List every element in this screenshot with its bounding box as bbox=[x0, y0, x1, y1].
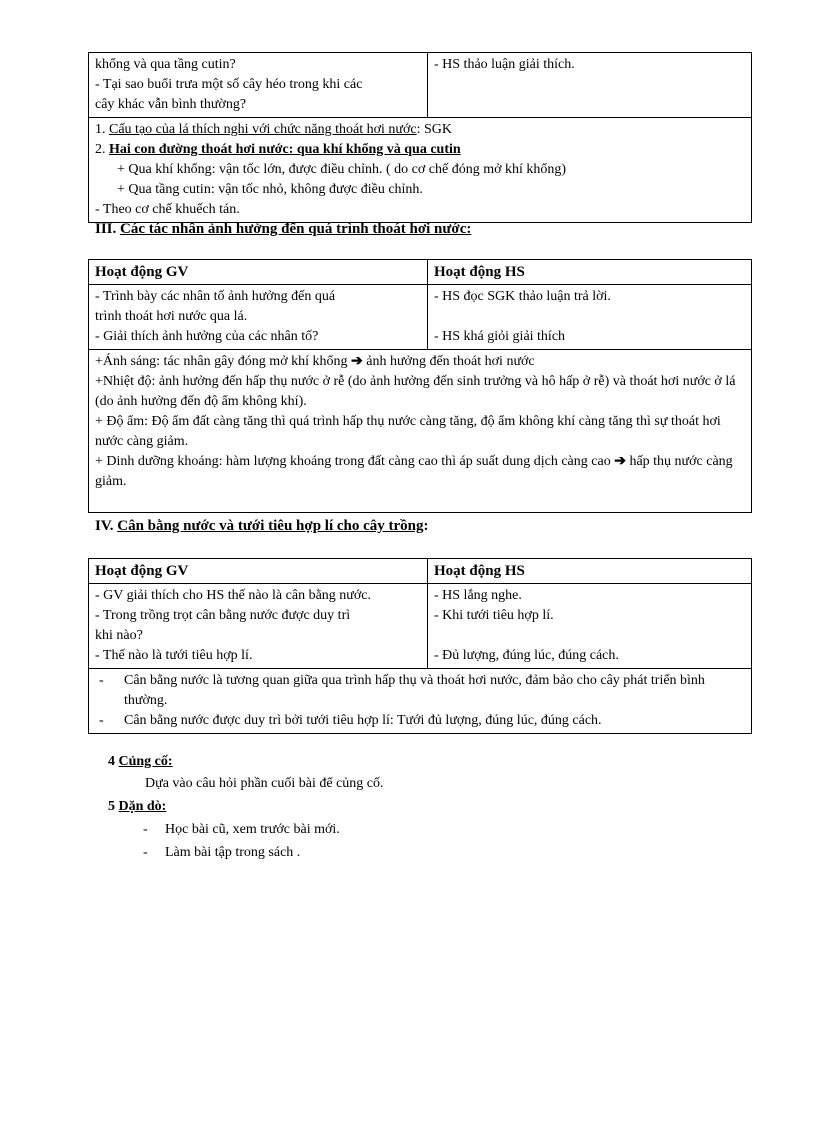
gv-line: - Trong trồng trọt cân bằng nước được duy trì bbox=[95, 608, 351, 623]
gv-line: khi nào? bbox=[95, 628, 143, 643]
homework-heading: 5 Dặn dò: bbox=[108, 799, 167, 814]
summary-line-2: 2. Hai con đường thoát hơi nước: qua khí khổng và qua cutin bbox=[95, 142, 461, 157]
header-hs: Hoạt động HS bbox=[428, 260, 752, 285]
table-row bbox=[89, 53, 752, 118]
hs-cell bbox=[428, 584, 752, 669]
arrow-right-icon: ➔ bbox=[614, 454, 626, 469]
gv-cell bbox=[89, 584, 428, 669]
hs-line: - HS lắng nghe. bbox=[434, 588, 522, 603]
summary-cell bbox=[89, 350, 752, 513]
hs-line: - Đủ lượng, đúng lúc, đúng cách. bbox=[434, 648, 619, 663]
header-gv: Hoạt động GV bbox=[89, 260, 428, 285]
list-item bbox=[99, 671, 745, 711]
summary-cell bbox=[89, 118, 752, 223]
gv-line: - Thế nào là tưới tiêu hợp lí. bbox=[95, 648, 253, 663]
balance-definition: Cân bằng nước là tương quan giữa qua trình hấp thụ và thoát hơi nước, đảm bảo cho cây phát triển bình thường. bbox=[124, 673, 705, 708]
list-item bbox=[99, 711, 745, 731]
factor-light: +Ánh sáng: tác nhân gây đóng mở khí khổng ➔ ảnh hưởng đến thoát hơi nước bbox=[95, 354, 535, 369]
summary-row bbox=[89, 350, 752, 513]
table-header-row bbox=[89, 559, 752, 584]
hs-line: - Khi tưới tiêu hợp lí. bbox=[434, 608, 554, 623]
summary-line-4: + Qua tầng cutin: vận tốc nhỏ, không được điều chỉnh. bbox=[117, 182, 423, 197]
bullet-dash: - bbox=[99, 673, 104, 688]
consolidation-text: Dựa vào câu hỏi phần cuối bài để củng cố. bbox=[145, 776, 384, 791]
hs-cell bbox=[428, 285, 752, 350]
arrow-right-icon: ➔ bbox=[351, 354, 363, 369]
table-row bbox=[89, 285, 752, 350]
summary-line-5: - Theo cơ chế khuếch tán. bbox=[95, 202, 240, 217]
table-factors bbox=[88, 259, 752, 513]
section-3-heading: III. Các tác nhân ảnh hưởng đến quá trình thoát hơi nước: bbox=[95, 221, 472, 237]
gv-line: trình thoát hơi nước qua lá. bbox=[95, 309, 248, 324]
gv-line: - Trình bày các nhân tố ảnh hưởng đến quá bbox=[95, 289, 336, 304]
homework-item: - Làm bài tập trong sách . bbox=[143, 845, 301, 860]
summary-row bbox=[89, 669, 752, 734]
factor-temperature: +Nhiệt độ: ảnh hưởng đến hấp thụ nước ở rễ (do ảnh hưởng đến sinh trưởng và hô hấp ở rễ) và thoát hơi nước ở lá (do ảnh hưởng đến độ ẩm không khí). bbox=[95, 374, 736, 409]
summary-line-1: 1. Cấu tạo của lá thích nghi với chức năng thoát hơi nước: SGK bbox=[95, 122, 452, 137]
summary-row bbox=[89, 118, 752, 223]
section-4-heading: IV. Cân bằng nước và tưới tiêu hợp lí cho cây trồng: bbox=[95, 518, 429, 534]
hs-line: - HS đọc SGK thảo luận trả lời. bbox=[434, 289, 611, 304]
hs-line bbox=[434, 307, 745, 327]
hs-cell bbox=[428, 53, 752, 118]
header-gv: Hoạt động GV bbox=[89, 559, 428, 584]
homework-item: - Học bài cũ, xem trước bài mới. bbox=[143, 822, 340, 837]
balance-maintenance: Cân bằng nước được duy trì bởi tưới tiêu hợp lí: Tưới đủ lượng, đúng lúc, đúng cách. bbox=[124, 713, 602, 728]
table-header-row bbox=[89, 260, 752, 285]
bullet-dash: - bbox=[99, 713, 104, 728]
table-continuation bbox=[88, 52, 752, 223]
gv-cell bbox=[89, 285, 428, 350]
gv-cell bbox=[89, 53, 428, 118]
gv-line: - Giải thích ảnh hưởng của các nhân tố? bbox=[95, 329, 319, 344]
hs-line: - HS khá giỏi giải thích bbox=[434, 329, 566, 344]
consolidation-heading: 4 Củng cố: bbox=[108, 754, 173, 769]
hs-line: - HS thảo luận giải thích. bbox=[434, 57, 575, 72]
factor-minerals: + Dinh dưỡng khoáng: hàm lượng khoáng trong đất càng cao thì áp suất dung dịch càng cao ➔ hấp thụ nước càng giảm. bbox=[95, 454, 733, 489]
header-hs: Hoạt động HS bbox=[428, 559, 752, 584]
gv-line: - GV giải thích cho HS thế nào là cân bằng nước. bbox=[95, 588, 371, 603]
hs-line bbox=[434, 626, 745, 646]
gv-line: - Tại sao buổi trưa một số cây héo trong khi các bbox=[95, 77, 363, 92]
table-water-balance bbox=[88, 558, 752, 734]
gv-line: cây khác vẫn bình thường? bbox=[95, 97, 247, 112]
summary-cell bbox=[89, 669, 752, 734]
summary-line-3: + Qua khí khổng: vận tốc lớn, được điều chỉnh. ( do cơ chế đóng mở khí khổng) bbox=[117, 162, 567, 177]
table-row bbox=[89, 584, 752, 669]
gv-line: khổng và qua tầng cutin? bbox=[95, 57, 236, 72]
factor-humidity: + Độ ẩm: Độ ẩm đất càng tăng thì quá trình hấp thụ nước càng tăng, độ ẩm không khí càng tăng thì sự thoát hơi nước càng giảm. bbox=[95, 414, 721, 449]
